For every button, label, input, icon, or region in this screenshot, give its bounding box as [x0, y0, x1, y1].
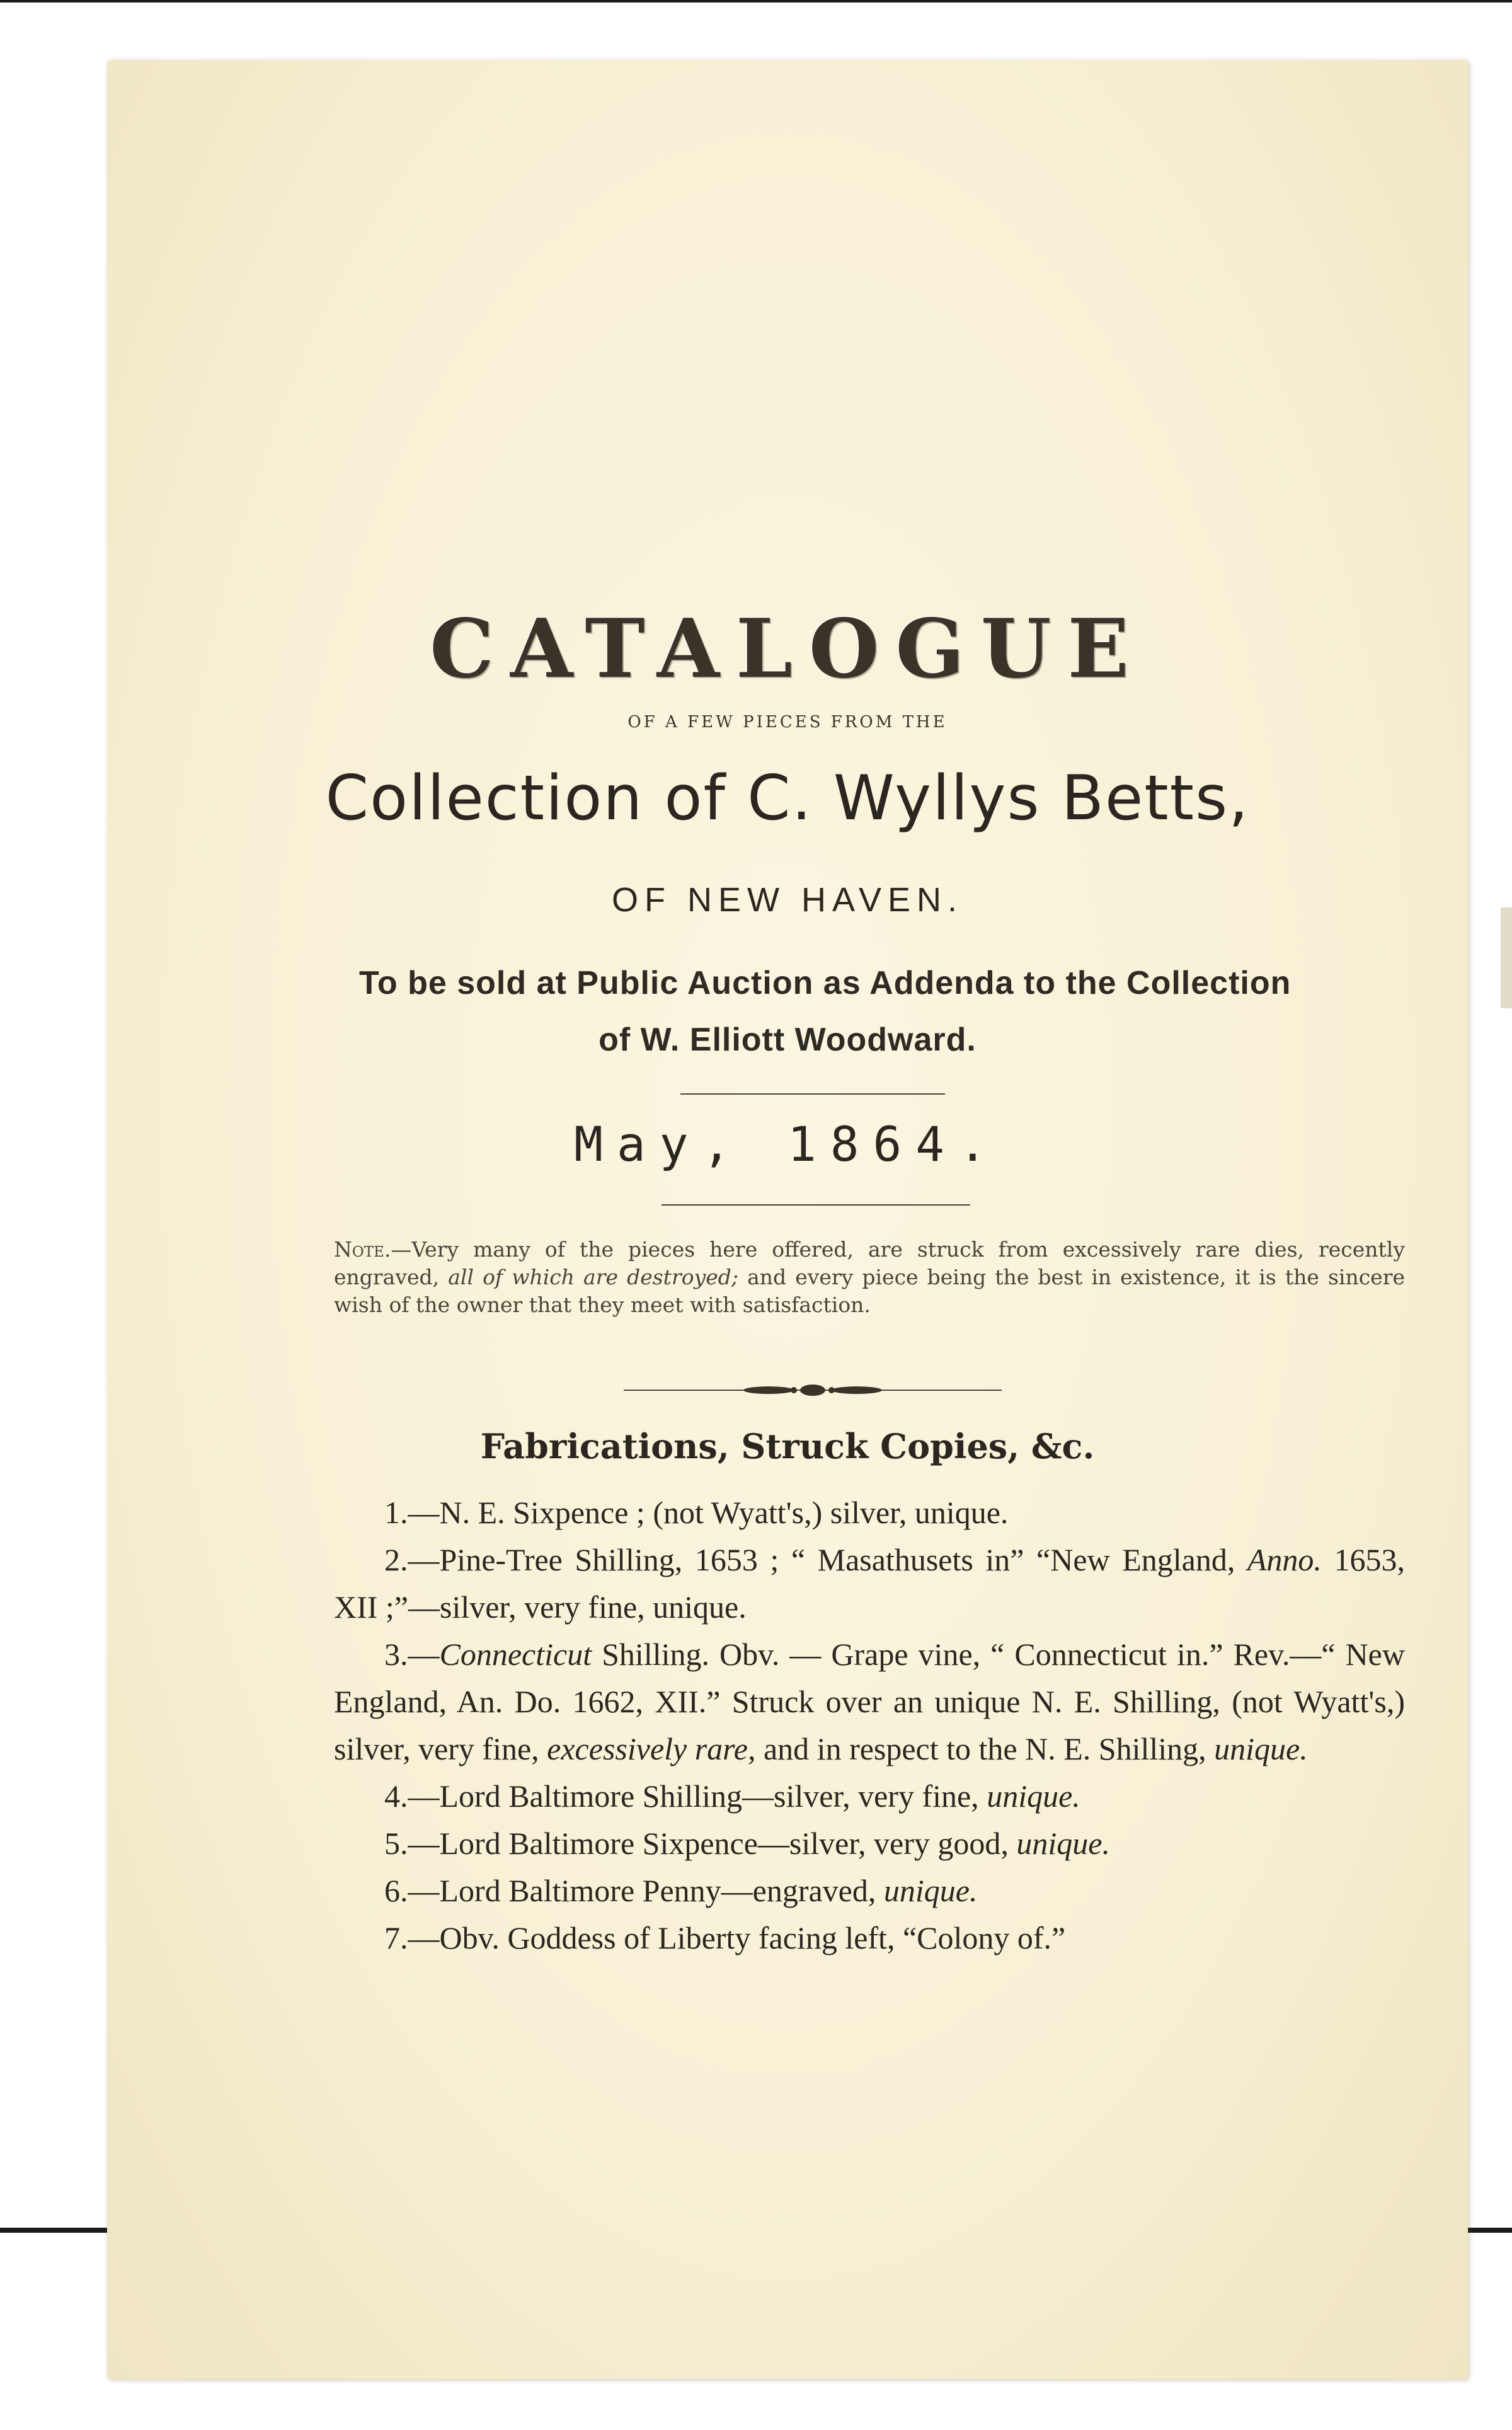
- subtitle-small: OF A FEW PIECES FROM THE: [627, 713, 948, 732]
- item-text: 5.—Lord Baltimore Sixpence—silver, very good,: [384, 1826, 1017, 1861]
- note-paragraph: [334, 1236, 1405, 1319]
- item-text: 4.—Lord Baltimore Shilling—silver, very fine,: [384, 1778, 987, 1814]
- item-emphasis: Anno.: [1247, 1542, 1322, 1577]
- note-text-1: —Very many of the pieces here offered, are struck from excessively rare dies, recently engraved,: [334, 1237, 1405, 1289]
- auction-line-1: To be sold at Public Auction as Addenda to the Collection: [359, 965, 1292, 1001]
- note-text-2: and every piece being the best in existence, it is the sincere wish of the owner that they meet with satisfaction.: [334, 1265, 1406, 1317]
- location-line: OF NEW HAVEN.: [611, 881, 964, 919]
- note-label: Note.: [334, 1237, 391, 1262]
- item-text: 1653, XII ;”—silver, very fine, unique.: [334, 1542, 1405, 1625]
- item-emphasis: unique.: [883, 1873, 978, 1908]
- divider-top: [680, 1093, 945, 1095]
- item-emphasis: Connecticut: [439, 1637, 592, 1672]
- item-text: 3.—: [384, 1637, 440, 1672]
- list-item: [334, 1867, 1405, 1915]
- item-text: Shilling. Obv. — Grape vine, “ Connecticut in.” Rev.—“ New England, An. Do. 1662, XII.” Struck over an unique N. E. Shilling, (not Wyatt's,) silver, very fine,: [334, 1637, 1405, 1766]
- list-item: 1.—N. E. Sixpence ; (not Wyatt's,) silver, unique.: [384, 1495, 1009, 1530]
- divider-bottom: [662, 1204, 970, 1206]
- next-page-edge: [1501, 907, 1512, 1008]
- list-item: 7.—Obv. Goddess of Liberty facing left, “Colony of.”: [384, 1920, 1066, 1955]
- collection-title: Collection of C. Wyllys Betts,: [325, 763, 1250, 834]
- item-emphasis: unique.: [987, 1778, 1080, 1814]
- catalogue-page: [107, 60, 1468, 2379]
- list-item: [334, 1631, 1405, 1773]
- ornamental-rule: [624, 1381, 1002, 1400]
- list-item: [334, 1773, 1405, 1820]
- item-text: 2.—Pine-Tree Shilling, 1653 ; “ Masathusets in” “New England,: [384, 1542, 1247, 1577]
- scan-top-edge: [0, 0, 1512, 3]
- date-line: May, 1864.: [574, 1116, 1001, 1172]
- note-emphasis: all of which are destroyed;: [448, 1265, 739, 1289]
- item-emphasis: unique.: [1214, 1731, 1308, 1766]
- item-text: 6.—Lord Baltimore Penny—engraved,: [384, 1873, 884, 1908]
- list-item: [334, 1820, 1405, 1867]
- item-emphasis: excessively rare,: [547, 1731, 756, 1766]
- auction-line-2: of W. Elliott Woodward.: [598, 1022, 976, 1058]
- list-item: [334, 1536, 1405, 1631]
- catalogue-title: CATALOGUE: [430, 602, 1145, 696]
- item-text: and in respect to the N. E. Shilling,: [755, 1731, 1215, 1766]
- section-heading: Fabrications, Struck Copies, &c.: [480, 1426, 1095, 1466]
- item-emphasis: unique.: [1016, 1826, 1110, 1861]
- items-list: [334, 1489, 1405, 1962]
